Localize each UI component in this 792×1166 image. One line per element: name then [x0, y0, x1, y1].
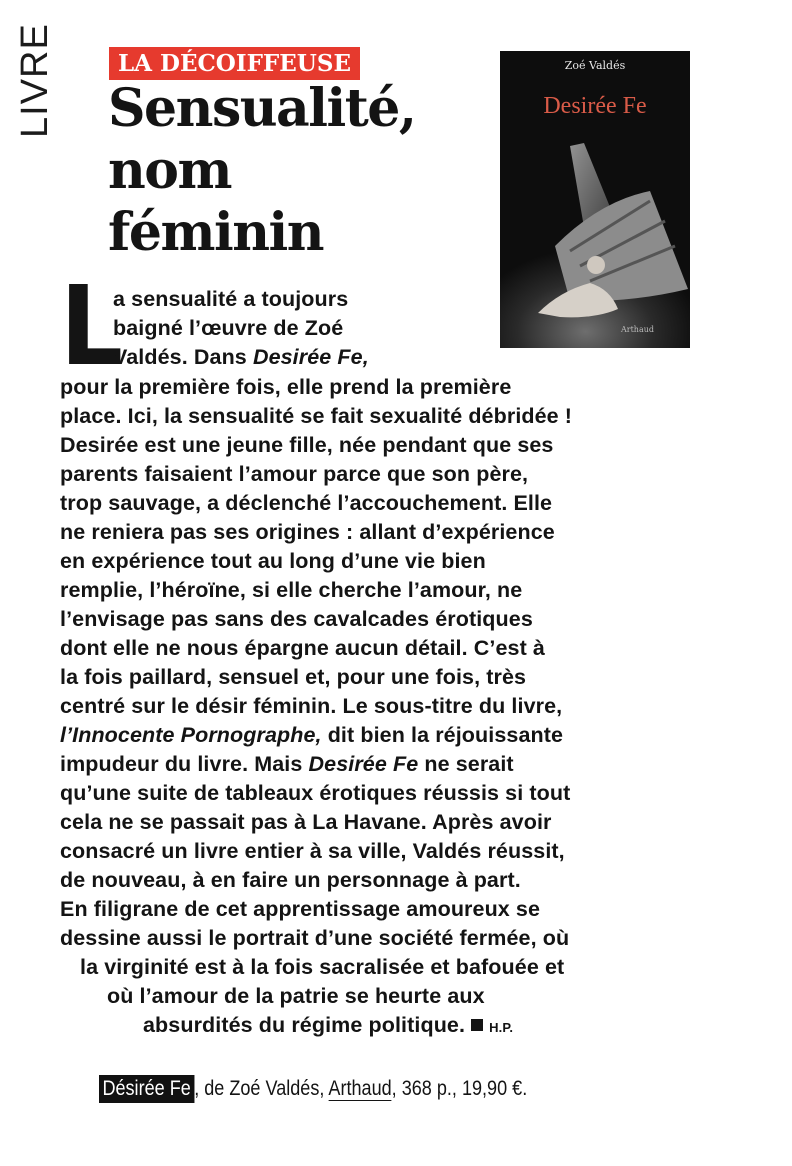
- reference-title: Désirée Fe: [99, 1075, 194, 1103]
- body-line: En filigrane de cet apprentissage amoureux se: [60, 897, 541, 921]
- body-line: centré sur le désir féminin. Le sous-titre du livre,: [60, 694, 563, 718]
- author-signature: H.P.: [489, 1020, 514, 1035]
- reference-details: , 368 p., 19,90 €.: [391, 1077, 528, 1100]
- body-line: remplie, l’héroïne, si elle cherche l’amour, ne: [60, 578, 523, 602]
- body-line: baigné l’œuvre de Zoé: [113, 316, 344, 340]
- reference-publisher: Arthaud: [328, 1077, 392, 1100]
- body-line: dessine aussi le portrait d’une société fermée, où: [60, 926, 570, 950]
- body-line: [60, 721, 563, 750]
- body-line: où l’amour de la patrie se heurte aux: [107, 984, 485, 1008]
- body-text: dit bien la réjouissante: [321, 723, 564, 747]
- book-title-italic: Desirée Fe,: [252, 345, 369, 369]
- subtitle-italic: l’Innocente Pornographe,: [60, 723, 322, 747]
- cover-publisher: Arthaud: [620, 325, 654, 334]
- body-line: de nouveau, à en faire un personnage à part.: [60, 868, 521, 892]
- reference-author: , de Zoé Valdés,: [194, 1077, 329, 1100]
- body-text: absurdités du régime politique.: [143, 1013, 466, 1037]
- body-line: ne reniera pas ses origines : allant d’expérience: [60, 520, 555, 544]
- body-line: Desirée est une jeune fille, née pendant que ses: [60, 433, 554, 457]
- book-reference: [99, 1075, 527, 1103]
- kicker-label: LA DÉCOIFFEUSE: [109, 47, 360, 80]
- body-line: parents faisaient l’amour parce que son père,: [60, 462, 529, 486]
- body-line: place. Ici, la sensualité se fait sexualité débridée !: [60, 404, 573, 428]
- body-line: a sensualité a toujours: [113, 287, 349, 311]
- body-line: [60, 750, 514, 779]
- body-line: qu’une suite de tableaux érotiques réussis si tout: [60, 781, 571, 805]
- headline: [108, 78, 415, 264]
- cover-title: Desirée Fe: [543, 93, 647, 119]
- body-line: la fois paillard, sensuel et, pour une fois, très: [60, 665, 527, 689]
- body-text: impudeur du livre. Mais: [60, 752, 309, 776]
- body-line: l’envisage pas sans des cavalcades érotiques: [60, 607, 533, 631]
- body-line: [113, 343, 369, 372]
- section-label: LIVRE: [14, 23, 56, 138]
- body-line: cela ne se passait pas à La Havane. Après avoir: [60, 810, 552, 834]
- body-text: ne serait: [418, 752, 514, 776]
- body-line: la virginité est à la fois sacralisée et bafouée et: [80, 955, 565, 979]
- end-mark-icon: [471, 1019, 483, 1031]
- headline-line-2: nom: [108, 140, 232, 201]
- book-title-italic: Desirée Fe: [308, 752, 419, 776]
- body-line: pour la première fois, elle prend la première: [60, 375, 512, 399]
- body-line: trop sauvage, a déclenché l’accouchement. Elle: [60, 491, 553, 515]
- headline-line-1: Sensualité,: [108, 78, 416, 139]
- body-line: consacré un livre entier à sa ville, Valdés réussit,: [60, 839, 565, 863]
- headline-line-3: féminin: [108, 202, 324, 263]
- book-cover: [500, 51, 690, 348]
- body-text: Valdés. Dans: [113, 345, 253, 369]
- cover-author: Zoé Valdés: [564, 59, 626, 72]
- body-line: dont elle ne nous épargne aucun détail. C’est à: [60, 636, 545, 660]
- drop-cap: L: [60, 262, 124, 390]
- body-line: en expérience tout au long d’une vie bien: [60, 549, 486, 573]
- body-line: [143, 1011, 513, 1042]
